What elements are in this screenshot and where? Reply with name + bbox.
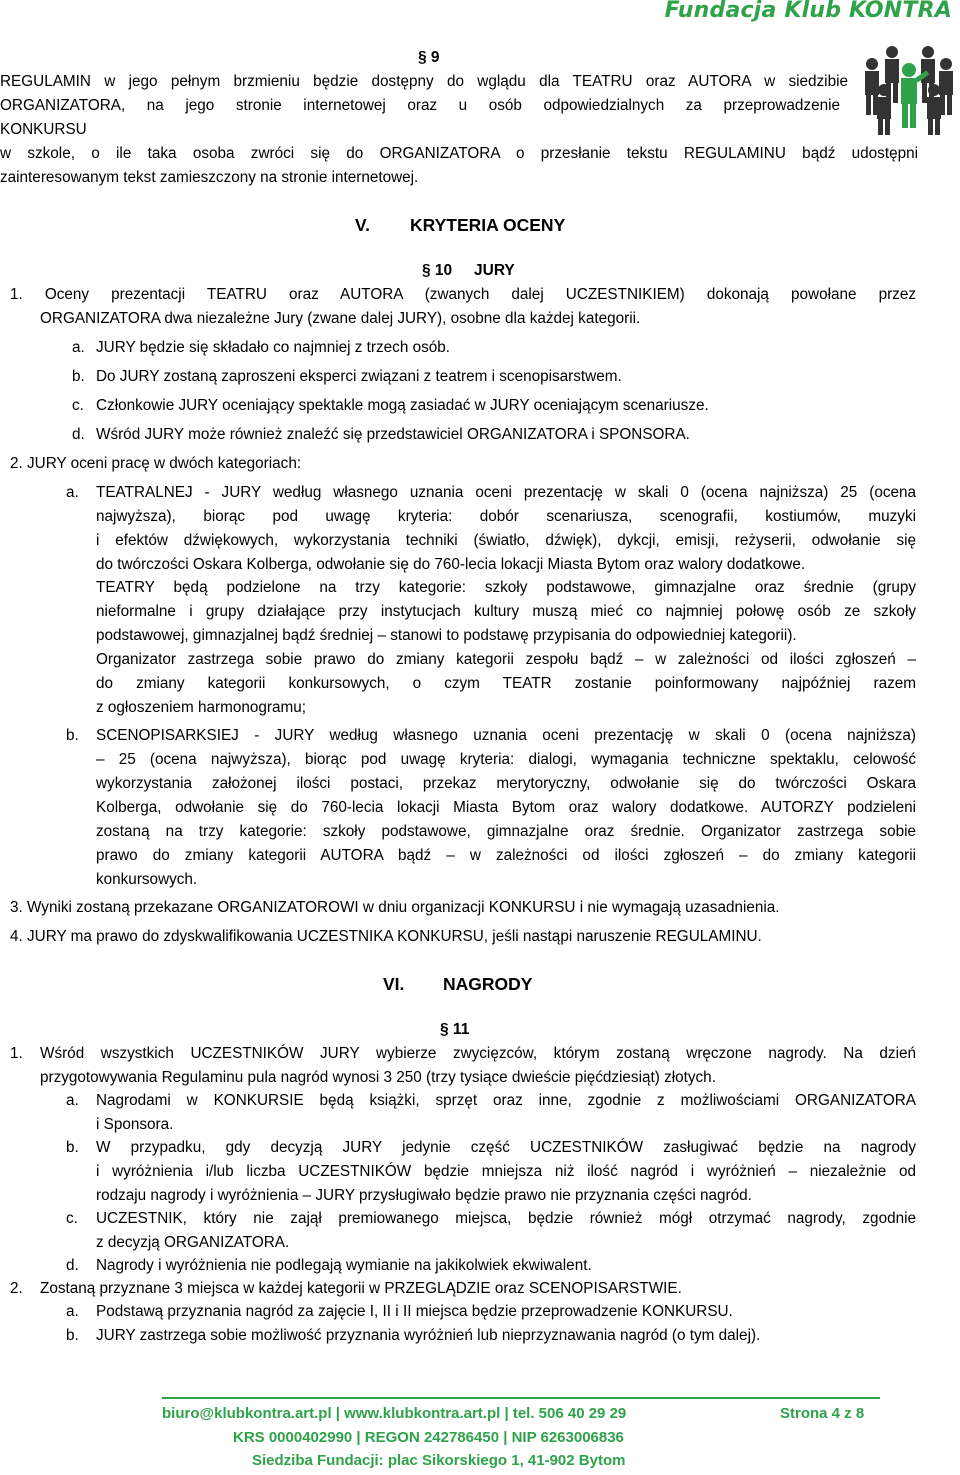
category-a-line: Organizator zastrzega sobie prawo do zmiany kategorii zespołu bądź – w zależności od ilości zgłoszeń – (96, 651, 916, 668)
list-marker: b. (66, 1139, 79, 1156)
list-marker: 2. (10, 1280, 23, 1297)
category-a-line: najwyższa), biorąc pod uwagę kryteria: dobór scenariusza, scenografii, kostiumów, muzyki (96, 508, 916, 525)
footer-address: Siedziba Fundacji: plac Sikorskiego 1, 41-902 Bytom (252, 1452, 626, 1469)
category-b-line: konkursowych. (96, 871, 198, 888)
section-roman-number: V. (355, 215, 370, 235)
footer-contact: biuro@klubkontra.art.pl | www.klubkontra.art.pl | tel. 506 40 29 29 (162, 1405, 627, 1422)
paragraph-9-line: w szkole, o ile taka osoba zwróci się do ORGANIZATORA o przesłanie tekstu REGULAMINU bądź udostępni (0, 145, 918, 162)
list-item: Wśród JURY może również znaleźć się przedstawiciel ORGANIZATORA i SPONSORA. (96, 426, 690, 443)
list-item: JURY zastrzega sobie możliwość przyznania wyróżnień lub nieprzyznawania nagród (o tym dalej). (96, 1327, 761, 1344)
list-item: 4. JURY ma prawo do zdyskwalifikowania UCZESTNIKA KONKURSU, jeśli nastąpi naruszenie REGULAMINU. (10, 928, 762, 945)
category-a-line: i efektów dźwiękowych, wykorzystania techniki (światło, dźwięk), dykcji, emisji, reżyserii, odwołanie się (96, 532, 916, 549)
list-item-line: W przypadku, gdy decyzją JURY jedynie część UCZESTNIKÓW zasługiwać będzie na nagrody (96, 1139, 916, 1156)
category-b-line: zostaną na trzy kategorie: szkoły podstawowe, gimnazjalne oraz średnie. Organizator zastrzega sobie (96, 823, 916, 840)
list-item: Zostaną przyznane 3 miejsca w każdej kategorii w PRZEGLĄDZIE oraz SCENOPISARSTWIE. (40, 1280, 682, 1297)
list-item-line: przygotowywania Regulaminu pula nagród wynosi 3 250 (trzy tysiące dwieście pięćdziesiąt) złotych. (40, 1069, 716, 1086)
category-a-line: do zmiany kategorii konkursowych, o czym TEATR zostanie poinformowany najpóźniej razem (96, 675, 916, 692)
category-b-line: wykorzystania założonej ilości postaci, przekaz merytoryczny, odwołanie się do twórczości Oskara (96, 775, 916, 792)
list-item-line: UCZESTNIK, który nie zajął premiowanego miejsca, będzie również mógł otrzymać nagrody, zgodnie (96, 1210, 916, 1227)
list-marker: a. (66, 484, 79, 501)
list-marker: a. (66, 1092, 79, 1109)
list-marker: c. (66, 1210, 78, 1227)
section-title: NAGRODY (443, 974, 533, 994)
list-marker: b. (66, 1327, 79, 1344)
list-item-line: i Sponsora. (96, 1116, 174, 1133)
list-marker: 1. (10, 1045, 23, 1062)
category-a-line: TEATRY będą podzielone na trzy kategorie: szkoły podstawowe, gimnazjalne oraz średnie (grupy (96, 579, 916, 596)
list-marker: a. (66, 1303, 79, 1320)
list-marker: b. (72, 368, 85, 385)
category-a-line: nieformalne i grupy działające przy instytucjach kultury muszą mieć co najmniej połowę osób ze szkoły (96, 603, 916, 620)
list-item: Nagrody i wyróżnienia nie podlegają wymianie na jakikolwiek ekwiwalent. (96, 1257, 592, 1274)
category-a-line: TEATRALNEJ - JURY według własnego uznania oceni prezentację w skali 0 (ocena najniższa) 25 (ocena (96, 484, 916, 501)
category-b-line: prawo do zmiany kategorii AUTORA bądź – w zależności od ilości zgłoszeń – do zmiany kategorii (96, 847, 916, 864)
category-a-line: z ogłoszeniem harmonogramu; (96, 699, 307, 716)
list-item-line: z decyzją ORGANIZATORA. (96, 1234, 290, 1251)
list-item: 3. Wyniki zostaną przekazane ORGANIZATOROWI w dniu organizacji KONKURSU i nie wymagają uzasadnienia. (10, 899, 780, 916)
paragraph-9-line: REGULAMIN w jego pełnym brzmieniu będzie dostępny do wglądu dla TEATRU oraz AUTORA w siedzibie (0, 73, 848, 90)
list-marker: d. (66, 1257, 79, 1274)
list-item-line: ORGANIZATORA dwa niezależne Jury (zwane dalej JURY), osobne dla każdej kategorii. (40, 310, 641, 327)
category-a-line: do twórczości Oskara Kolberga, odwołanie się do 760-lecia lokacji Miasta Bytom oraz walory dodatkowe. (96, 556, 806, 573)
footer-registry-ids: KRS 0000402990 | REGON 242786450 | NIP 6263006836 (233, 1429, 624, 1446)
organization-name: Fundacja Klub KONTRA (664, 0, 952, 23)
list-item-line: rodzaju nagrody i wyróżnienia – JURY przysługiwało będzie prawo nie przyznania części nagród. (96, 1187, 752, 1204)
paragraph-9-line: zainteresowanym tekst zamieszczony na stronie internetowej. (0, 169, 419, 186)
section-title: KRYTERIA OCENY (410, 215, 566, 235)
list-item: 2. JURY oceni pracę w dwóch kategoriach: (10, 455, 302, 472)
list-item-line: 1. Oceny prezentacji TEATRU oraz AUTORA (zwanych dalej UCZESTNIKIEM) dokonają powołane przez (10, 286, 916, 303)
list-item-line: i wyróżnienia i/lub liczba UCZESTNIKÓW będzie mniejsza niż ilość nagród i wyróżnień – niezależnie od (96, 1163, 916, 1180)
list-item: Członkowie JURY oceniający spektakle mogą zasiadać w JURY oceniającym scenariusze. (96, 397, 709, 414)
category-b-line: Kolberga, odwołanie się do 760-lecia lokacji Miasta Bytom oraz walory dodatkowe. AUTORZY podzieleni (96, 799, 916, 816)
list-item: JURY będzie się składało co najmniej z trzech osób. (96, 339, 450, 356)
list-marker: d. (72, 426, 85, 443)
list-marker: c. (72, 397, 84, 414)
list-item-line: Wśród wszystkich UCZESTNIKÓW JURY wybierze zwycięzców, którym zostaną wręczone nagrody. Na dzień (40, 1045, 916, 1062)
list-item: Podstawą przyznania nagród za zajęcie I, II i II miejsca będzie przeprowadzenie KONKURSU. (96, 1303, 733, 1320)
category-a-line: podstawowej, gimnazjalnej bądź średniej – stanowi to podstawę przypisania do odpowiedniej kategorii). (96, 627, 797, 644)
foundation-logo (862, 40, 956, 136)
category-b-line: SCENOPISARKSIEJ - JURY według własnego uznania oceni prezentację w skali 0 (ocena najniższa) (96, 727, 916, 744)
paragraph-10-label: JURY (474, 262, 515, 279)
list-item-line: Nagrodami w KONKURSIE będą książki, sprzęt oraz inne, zgodnie z możliwościami ORGANIZATORA (96, 1092, 916, 1109)
page-number: Strona 4 z 8 (780, 1405, 865, 1422)
category-b-line: – 25 (ocena najwyższa), biorąc pod uwagę kryteria: dialogi, wymagania techniczne spektaklu, celowość (96, 751, 916, 768)
footer-divider (162, 1397, 880, 1399)
section-roman-number: VI. (383, 974, 405, 994)
paragraph-9-number: § 9 (418, 49, 440, 66)
list-marker: b. (66, 727, 79, 744)
list-item: Do JURY zostaną zaproszeni eksperci związani z teatrem i scenopisarstwem. (96, 368, 622, 385)
list-marker: a. (72, 339, 85, 356)
paragraph-9-line: KONKURSU (0, 121, 87, 138)
paragraph-9-line: ORGANIZATORA, na jego stronie internetowej oraz u osób odpowiedzialnych za przeprowadzenie (0, 97, 840, 114)
paragraph-10-number: § 10 (422, 262, 453, 279)
paragraph-11-number: § 11 (440, 1021, 470, 1038)
